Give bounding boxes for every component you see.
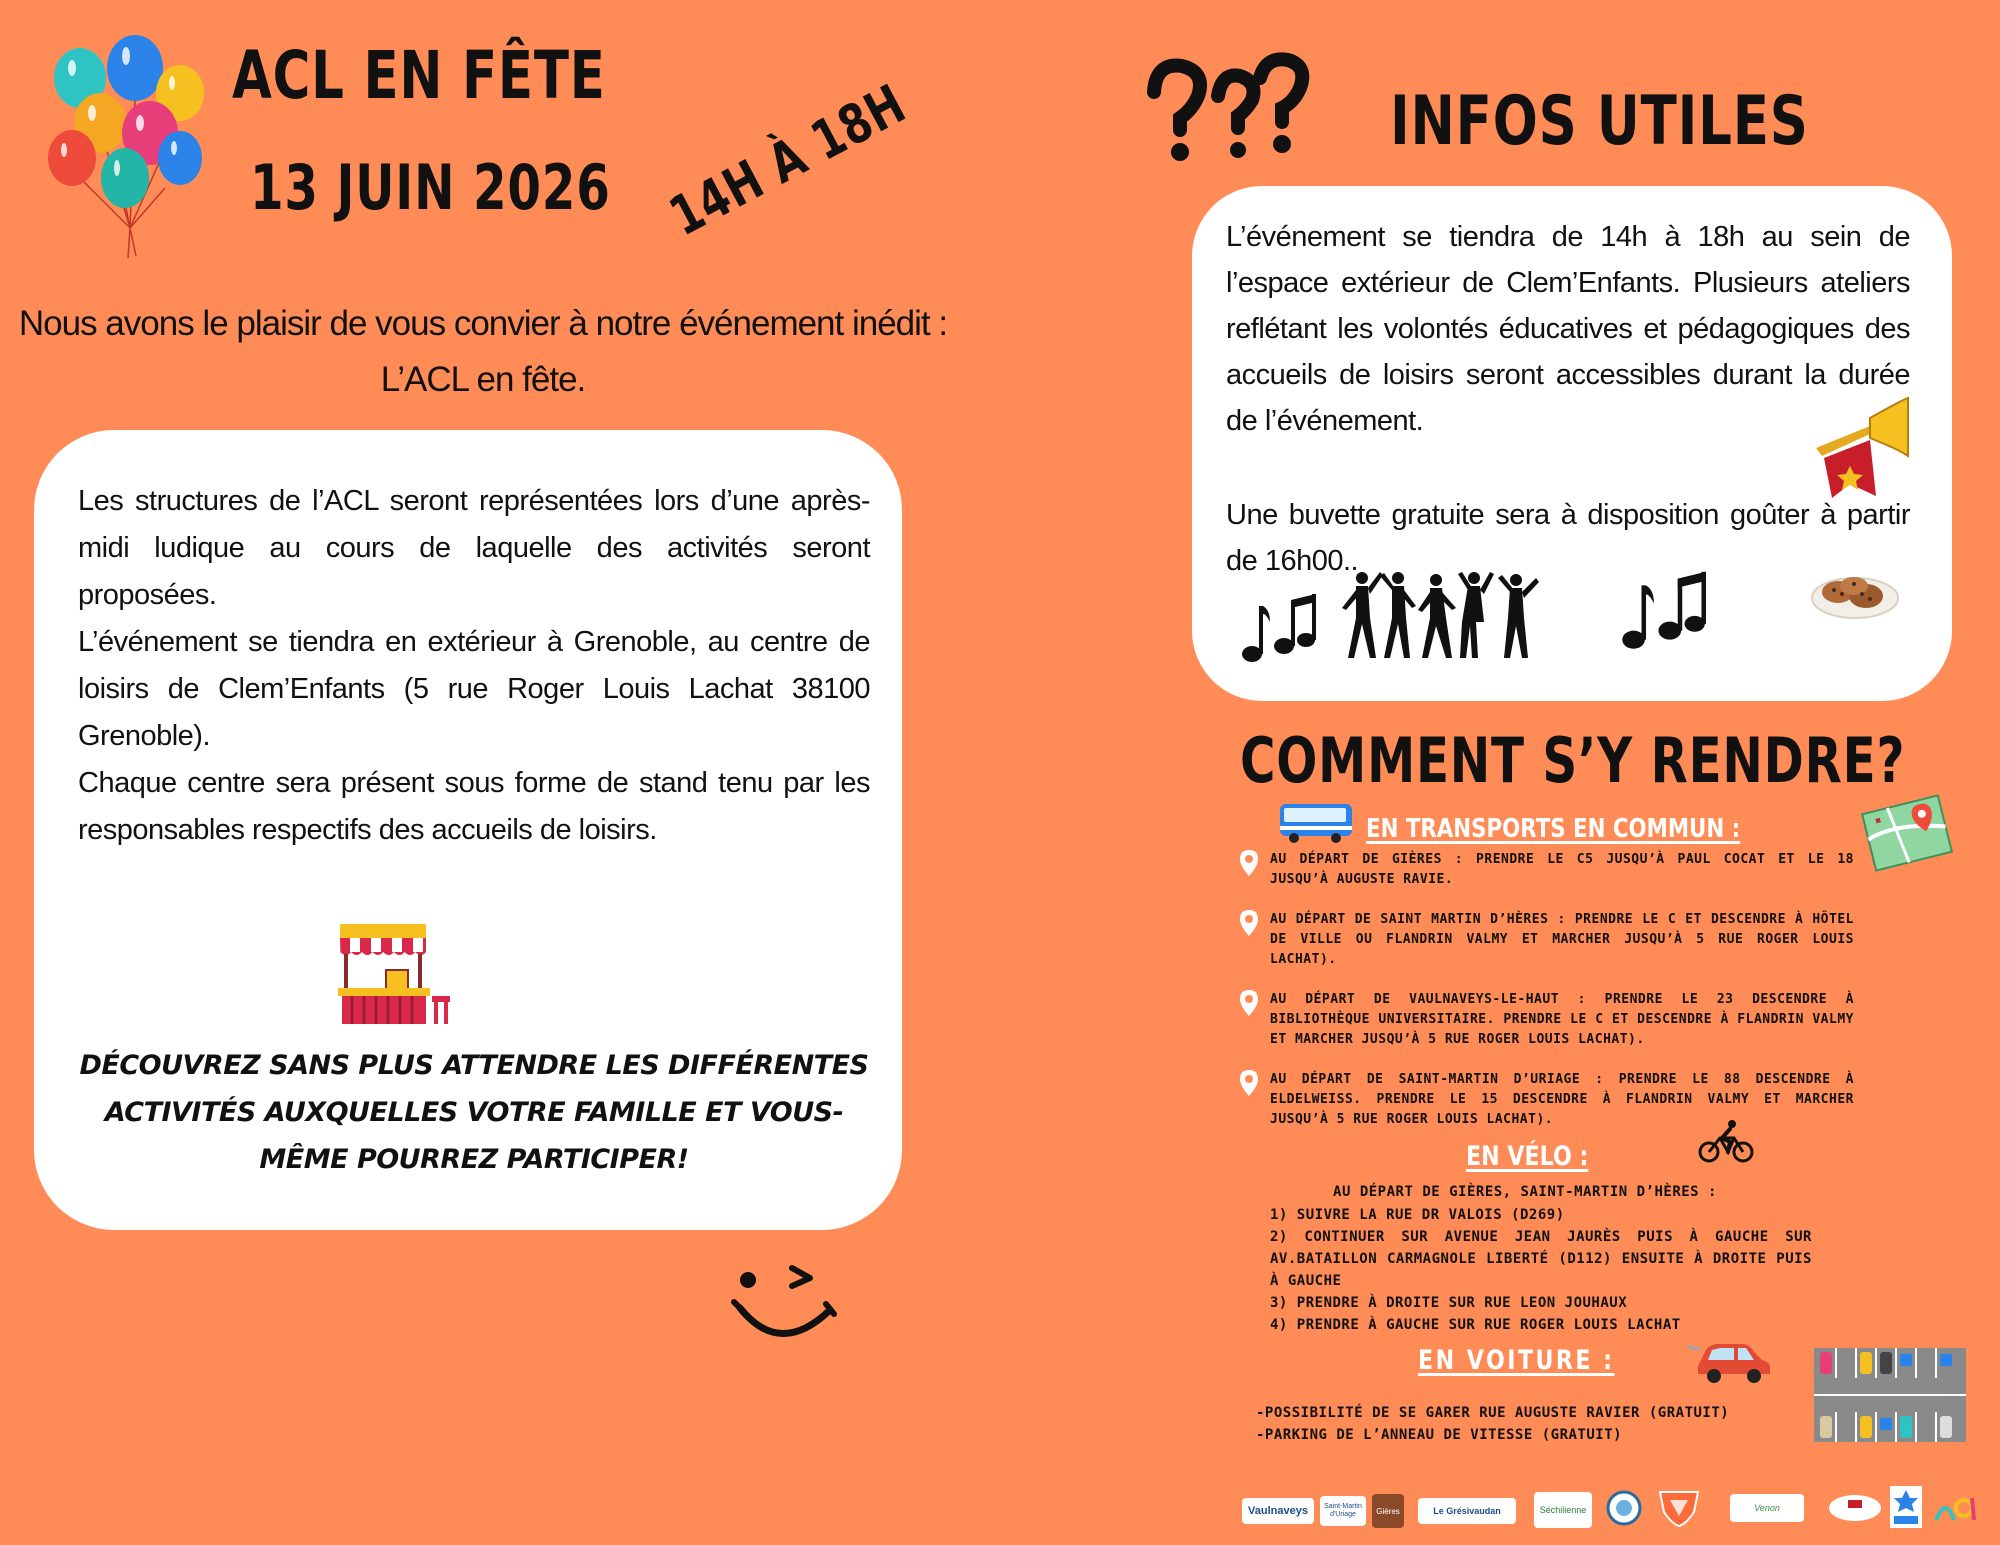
location-pin-icon (1240, 990, 1258, 1016)
logo-saint-martin-uriage: Saint-Martin d'Uriage (1320, 1496, 1366, 1526)
call-to-action: DÉCOUVREZ SANS PLUS ATTENDRE LES DIFFÉRENTES ACTIVITÉS AUXQUELLES VOTRE FAMILLE ET VOUS-MÊME POURREZ PARTICIPER! (79, 1050, 869, 1175)
car-icon (1684, 1336, 1774, 1386)
balloons-icon (40, 28, 215, 263)
infos-paragraph-2: Une buvette gratuite sera à disposition goûter à partir de 16h00.. (1226, 499, 1910, 577)
isere-logo-icon (1890, 1486, 1922, 1528)
event-title: ACL EN FÊTE (232, 37, 606, 114)
music-notes-icon (1620, 562, 1706, 654)
market-stand-icon (336, 922, 454, 1026)
directions-title: COMMENT S’Y RENDRE? (1240, 724, 1906, 797)
transport-heading: EN TRANSPORTS EN COMMUN : (1366, 814, 1741, 844)
transport-item-text: AU DÉPART DE SAINT-MARTIN D’URIAGE : PRENDRE LE 88 DESCENDRE À ELDELWEISS. PRENDRE LE 15 DESCENDRE À FLANDRIN VALMY ET MARCHER JUSQU’À 5 RUE ROGER LOUIS LACHAT). (1270, 1072, 1854, 1127)
transport-item-text: AU DÉPART DE GIÈRES : PRENDRE LE C5 JUSQU’À PAUL COCAT ET LE 18 JUSQU’À AUGUSTE RAVIE. (1270, 852, 1854, 887)
dancers-icon (1340, 568, 1560, 662)
round-emblem-icon (1606, 1490, 1642, 1526)
bus-icon (1278, 800, 1354, 844)
trumpet-icon (1810, 396, 1916, 508)
transport-list (1240, 850, 1854, 1130)
infos-paragraph-1: L’événement se tiendra de 14h à 18h au sein de l’espace extérieur de Clem’Enfants. Plusieurs ateliers reflétant les volontés éducatives et pédagogiques des accueils de loisirs seront accessibles durant la durée de l’événement. (1226, 221, 1910, 437)
velo-step: 3) PRENDRE À DROITE SUR RUE LEON JOUHAUX (1270, 1295, 1628, 1311)
velo-step: 1) SUIVRE LA RUE DR VALOIS (D269) (1270, 1207, 1565, 1223)
music-notes-icon (1240, 586, 1316, 666)
wink-smiley-icon (730, 1258, 840, 1348)
event-description (78, 478, 870, 854)
voiture-item: -POSSIBILITÉ DE SE GARER RUE AUGUSTE RAVIER (GRATUIT) (1256, 1405, 1730, 1421)
logo-vaulnaveys: Vaulnaveys (1242, 1498, 1314, 1524)
oval-logo-icon (1828, 1494, 1882, 1522)
transport-item (1240, 910, 1854, 970)
infos-title: INFOS UTILES (1390, 82, 1809, 161)
location-pin-icon (1240, 850, 1258, 876)
transport-item-text: AU DÉPART DE SAINT MARTIN D’HÈRES : PRENDRE LE C ET DESCENDRE À HÔTEL DE VILLE OU FLANDRIN VALMY ET MARCHER JUSQU’À 5 RUE ROGER LOUIS LACHAT). (1270, 912, 1854, 967)
transport-item (1240, 1070, 1854, 1130)
description-paragraph-1: Les structures de l’ACL seront représentées lors d’une après-midi ludique au cours de laquelle des activités seront proposées. (78, 485, 870, 611)
logo-venon: Venon (1730, 1494, 1804, 1522)
cyclist-icon (1698, 1118, 1754, 1164)
question-marks-icon (1140, 52, 1310, 172)
voiture-heading: EN VOITURE : (1418, 1345, 1615, 1376)
velo-steps (1270, 1204, 1812, 1336)
shield-emblem-icon (1656, 1488, 1702, 1528)
velo-intro: AU DÉPART DE GIÈRES, SAINT-MARTIN D’HÈRES : (1333, 1184, 1717, 1200)
location-pin-icon (1240, 1070, 1258, 1096)
acl-logo-icon (1930, 1492, 1980, 1526)
voiture-list (1256, 1402, 1816, 1446)
transport-item-text: AU DÉPART DE VAULNAVEYS-LE-HAUT : PRENDRE LE 23 DESCENDRE À BIBLIOTHÈQUE UNIVERSITAIRE. PRENDRE LE C ET DESCENDRE À FLANDRIN VALMY ET MARCHER JUSQU’À 5 RUE ROGER LOUIS LACHAT). (1270, 992, 1854, 1047)
velo-step: 4) PRENDRE À GAUCHE SUR RUE ROGER LOUIS LACHAT (1270, 1317, 1681, 1333)
transport-item (1240, 850, 1854, 890)
velo-heading: EN VÉLO : (1466, 1141, 1589, 1172)
description-paragraph-2: L’événement se tiendra en extérieur à Grenoble, au centre de loisirs de Clem’Enfants (5 rue Roger Louis Lachat 38100 Grenoble). (78, 626, 870, 752)
event-time: 14H À 18H (659, 72, 916, 249)
cookies-plate-icon (1810, 566, 1900, 622)
logo-sechilienne: Séchilienne (1534, 1492, 1592, 1528)
map-icon (1858, 790, 1956, 876)
description-paragraph-3: Chaque centre sera présent sous forme de stand tenu par les responsables respectifs des accueils de loisirs. (78, 767, 870, 846)
transport-item (1240, 990, 1854, 1050)
event-date: 13 JUIN 2026 (250, 151, 611, 224)
location-pin-icon (1240, 910, 1258, 936)
logo-gieres: Gières (1372, 1494, 1404, 1528)
logo-gresivaudan: Le Grésivaudan (1418, 1498, 1516, 1524)
parking-icon (1814, 1348, 1966, 1442)
voiture-item: -PARKING DE L’ANNEAU DE VITESSE (GRATUIT) (1256, 1427, 1623, 1443)
intro-text: Nous avons le plaisir de vous convier à notre événement inédit : L’ACL en fête. (18, 304, 948, 399)
velo-step: 2) CONTINUER SUR AVENUE JEAN JAURÈS PUIS À GAUCHE SUR AV.BATAILLON CARMAGNOLE LIBERTÉ (D112) ENSUITE À DROITE PUIS À GAUCHE (1270, 1229, 1812, 1289)
